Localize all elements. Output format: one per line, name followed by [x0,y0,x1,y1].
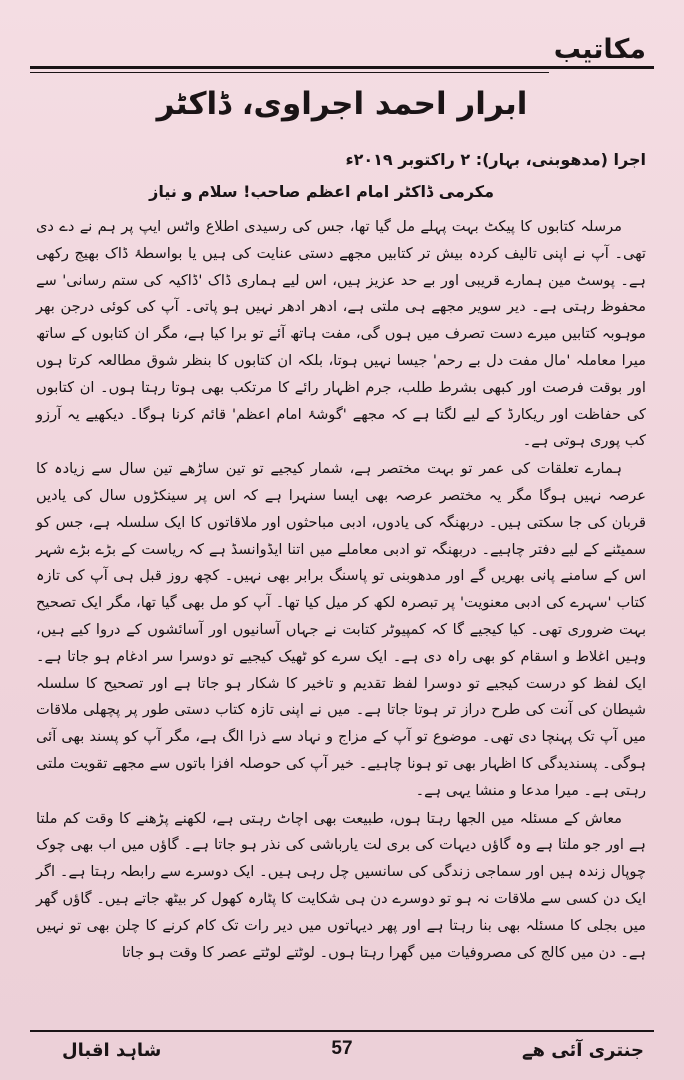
header-rule [30,66,654,69]
letter-salutation: مکرمی ڈاکٹر امام اعظم صاحب! سلام و نیاز [149,182,494,201]
section-label: مکاتیب [553,34,646,65]
footer-rule [30,1030,654,1032]
header-rule-thin [30,72,549,73]
letter-author-title: ابرار احمد اجراوی، ڈاکٹر [156,86,528,122]
page-number: 57 [331,1038,353,1059]
footer-series-title: جنتری آئی ھے [521,1040,644,1061]
paragraph-3: معاش کے مسئلہ میں الجھا رہتا ہوں، طبیعت بھی اچاٹ رہتی ہے، لکھنے پڑھنے کا وقت کم ملتا ہے اور جو ملتا ہے وہ گاؤں دیہات کی بری لت یارباشی کی نذر ہو جاتا ہے۔ گاؤں میں اب بھی چوک چوپال زندہ ہیں اور سماجی زندگی کی سانسیں چل رہی ہیں۔ ایک دوسرے سے رابطہ رہتا ہے۔ اگر ایک دن کسی سے ملاقات نہ ہو تو دوسرے دن ہی شکایت کا پٹارہ کھول کر بیٹھ جاتے ہیں۔ گاؤں گھر میں بجلی کا مسئلہ بھی بنا رہتا ہے اور پھر دیہاتوں میں دیر رات تک کام کرنے کا چلن بھی تو نہیں ہے۔ دن میں کالج کی مصروفیات میں گھرا رہتا ہوں۔ لوٹتے لوٹتے عصر کا وقت ہو جاتا [36,809,646,961]
letter-place-date: اجرا (مدھوبنی، بہار): ۲ راکتوبر ۲۰۱۹ء [345,150,646,169]
letter-body [36,214,646,966]
paragraph-1: مرسلہ کتابوں کا پیکٹ بہت پہلے مل گیا تھا، جس کی رسیدی اطلاع واٹس ایپ پر ہم نے دے دی تھی۔ آپ نے اپنی تالیف کردہ بیش تر کتابیں مجھے دستی عنایت کی ہیں یا بواسطۂ ڈاک بھیج رکھی ہے۔ پوسٹ مین ہمارے قریبی اور بے حد عزیز ہیں، اس لیے ہماری ڈاک 'ڈاکیہ کی ستم رسانی' سے محفوظ رہتی ہے۔ دیر سویر مجھے ہی ملتی ہے، ادھر ادھر نہیں ہو پاتی۔ آپ کی کوئی درجن بھر موہوبہ کتابیں میرے دست تصرف میں ہوں گی، مفت ہاتھ آئے تو برا کیا ہے، مگر ان کتابوں کے ساتھ میرا معاملہ 'مال مفت دل بے رحم' جیسا نہیں ہوتا، بلکہ ان کتابوں کا بنظر شوق مطالعہ کرتا ہوں اور بوقت فرصت اور کبھی بشرط طلب، جرم اظہار رائے کا مرتکب بھی ہوتا رہتا ہوں۔ ان کتابوں کی حفاظت اور ریکارڈ کے لیے لگتا ہے کہ مجھے 'گوشۂ امام اعظم' قائم کرنا ہوگا۔ دیکھیے یہ آرزو کب پوری ہوتی ہے۔ [36,218,646,450]
paragraph-2: ہمارے تعلقات کی عمر تو بہت مختصر ہے، شمار کیجیے تو تین ساڑھے تین سال سے زیادہ کا عرصہ نہیں ہوگا مگر یہ مختصر عرصہ بھی ایسا سنہرا ہے کہ اس پر سینکڑوں سال کی یادیں قربان کی جا سکتی ہیں۔ دربھنگہ کی یادوں، ادبی مباحثوں اور ملاقاتوں کا ایک سلسلہ ہے، جس کو سمیٹنے کے لیے دفتر چاہیے۔ دربھنگہ تو ادبی معاملے میں اتنا ایڈوانسڈ ہے کہ ریاست کے بڑے بڑے شہر اس کے سامنے پانی بھریں گے اور مدھوبنی تو پاسنگ برابر بھی نہیں۔ کچھ روز قبل ہی آپ کی تازہ کتاب 'سہرے کی ادبی معنویت' پر تبصرہ لکھ کر میل کیا تھا۔ آپ کو مل بھی گیا تھا، مگر ایک تصحیح بہت ضروری تھی۔ کیا کیجیے گا کہ کمپیوٹر کتابت نے جہاں آسانیوں اور آسائشوں کے دروا کیے ہیں، وہیں اغلاط و اسقام کو بھی راہ دی ہے۔ ایک سرے کو ٹھیک کیجیے تو دوسرا سر ادغام ہو جاتا ہے۔ ایک لفظ کو درست کیجیے تو دوسرا لفظ تقدیم و تاخیر کا شکار ہو جاتا ہے اور تصحیح کا سلسلہ شیطان کی آنت کی طرح دراز تر ہوتا جاتا ہے۔ میں نے اپنی تازہ کتاب دستی طور پر پچھلی ملاقات میں آپ تک پہنچا دی تھی۔ موضوع تو آپ کے مزاج و نہاد سے ذرا الگ ہے، مگر آپ کو پسند بھی آئی ہوگی۔ پسندیدگی کا اظہار بھی تو ہونا چاہیے۔ خیر آپ کی حوصلہ افزا باتوں سے مجھے تقویت ملتی رہتی ہے۔ میرا مدعا و منشا یہی ہے۔ [36,460,646,799]
footer-author: شاہد اقبال [62,1040,162,1061]
